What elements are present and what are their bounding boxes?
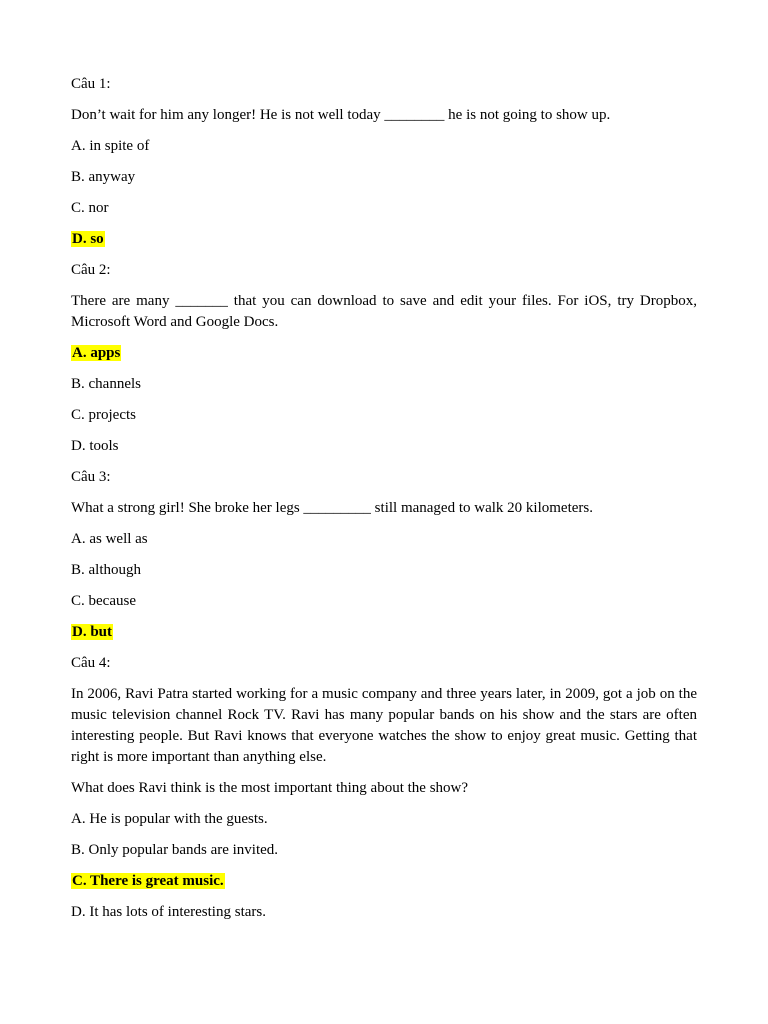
question-2: [71, 260, 697, 457]
option-c-correct: [71, 871, 697, 892]
option-label: B. anyway: [71, 169, 136, 185]
option-a: [71, 529, 697, 550]
option-b: [71, 840, 697, 861]
question-3: [71, 467, 697, 643]
option-b: [71, 167, 697, 188]
option-label: B. Only popular bands are invited.: [71, 842, 279, 858]
option-label: D. It has lots of interesting stars.: [71, 904, 266, 920]
option-label: A. as well as: [71, 531, 148, 547]
option-c: [71, 591, 697, 612]
option-label: A. He is popular with the guests.: [71, 811, 268, 827]
option-a: [71, 809, 697, 830]
option-d: [71, 902, 697, 923]
option-b: [71, 560, 697, 581]
option-d: [71, 436, 697, 457]
option-label: D. tools: [71, 438, 119, 454]
question-text: Don’t wait for him any longer! He is not well today ________ he is not going to show up.: [71, 107, 611, 123]
option-b: [71, 374, 697, 395]
option-d-correct: [71, 622, 697, 643]
highlighted-answer: D. so: [72, 231, 104, 247]
reading-passage: In 2006, Ravi Patra started working for a music company and three years later, in 2009, got a job on the music television channel Rock TV. Ravi has many popular bands on his show and the stars are often interesting people. But Ravi knows that everyone watches the show to enjoy great music. Getting that right is more important than anything else.: [71, 686, 697, 765]
option-a: [71, 136, 697, 157]
option-a-correct: [71, 343, 697, 364]
question-title: Câu 2:: [71, 262, 111, 278]
highlighted-answer: C. There is great music.: [72, 873, 224, 889]
question-1: [71, 74, 697, 250]
question-title: Câu 1:: [71, 76, 111, 92]
option-c: [71, 405, 697, 426]
option-c: [71, 198, 697, 219]
question-text: What a strong girl! She broke her legs _________ still managed to walk 20 kilometers.: [71, 500, 593, 516]
option-label: B. channels: [71, 376, 141, 392]
question-text: There are many _______ that you can download to save and edit your files. For iOS, try Dropbox, Microsoft Word and Google Docs.: [71, 293, 697, 330]
question-title: Câu 3:: [71, 469, 111, 485]
option-d-correct: [71, 229, 697, 250]
option-label: C. nor: [71, 200, 109, 216]
option-label: A. in spite of: [71, 138, 150, 154]
option-label: C. because: [71, 593, 136, 609]
highlighted-answer: A. apps: [72, 345, 121, 361]
question-4: [71, 653, 697, 923]
option-label: C. projects: [71, 407, 136, 423]
question-title: Câu 4:: [71, 655, 111, 671]
question-text: What does Ravi think is the most important thing about the show?: [71, 780, 469, 796]
option-label: B. although: [71, 562, 141, 578]
highlighted-answer: D. but: [72, 624, 113, 640]
